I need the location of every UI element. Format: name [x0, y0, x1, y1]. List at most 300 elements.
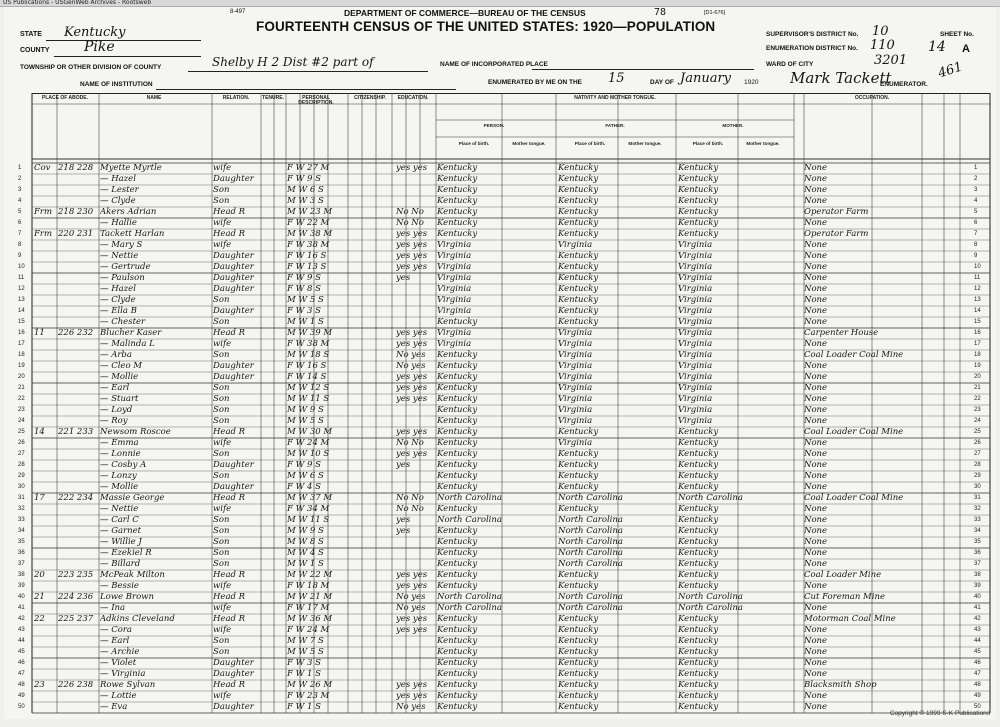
relation-cell: Son: [213, 548, 230, 558]
occupation-cell: None: [804, 581, 828, 591]
relation-cell: wife: [213, 625, 232, 635]
window-titlebar: [0, 0, 1000, 7]
mother-birthplace-cell: Kentucky: [678, 229, 719, 239]
mother-birthplace-cell: Virginia: [678, 383, 713, 393]
occupation-cell: None: [804, 218, 828, 228]
person-name: — Arba: [100, 350, 132, 360]
relation-cell: Daughter: [213, 174, 254, 184]
row-number-left: 6: [18, 220, 22, 226]
row-number-right: 3: [974, 187, 978, 193]
occupation-cell: None: [804, 251, 828, 261]
relation-cell: Son: [213, 185, 230, 195]
mother-birthplace-cell: Kentucky: [678, 449, 719, 459]
personal-cell: F W 38 M: [287, 339, 330, 349]
father-birthplace-cell: Kentucky: [558, 581, 599, 591]
occupation-cell: None: [804, 482, 828, 492]
row-number-left: 24: [18, 418, 25, 424]
occupation-cell: None: [804, 438, 828, 448]
mother-birthplace-cell: Virginia: [678, 240, 713, 250]
relation-cell: Daughter: [213, 460, 254, 470]
enumeration-value: 110: [870, 38, 895, 53]
father-birthplace-cell: Kentucky: [558, 647, 599, 657]
enumerated-year: 1920: [744, 79, 759, 86]
personal-cell: F W 9 S: [287, 273, 321, 283]
dwelling-cell: 11: [34, 328, 45, 338]
person-name: — Ezekiel R: [100, 548, 152, 558]
family-cell: 222 234: [58, 493, 94, 503]
row-number-right: 6: [974, 220, 978, 226]
mother-birthplace-cell: Virginia: [678, 416, 713, 426]
dwelling-cell: 14: [34, 427, 45, 437]
mother-birthplace-cell: Kentucky: [678, 570, 719, 580]
birthplace-cell: Kentucky: [437, 636, 478, 646]
row-number-right: 32: [974, 506, 981, 512]
row-number-left: 5: [18, 209, 22, 215]
row-number-right: 30: [974, 484, 981, 490]
row-number-left: 23: [18, 407, 25, 413]
occupation-cell: None: [804, 295, 828, 305]
relation-cell: Daughter: [213, 273, 254, 283]
relation-cell: Head R: [213, 328, 246, 338]
occupation-cell: Coal Loader Coal Mine: [804, 350, 904, 360]
birthplace-cell: Kentucky: [437, 460, 478, 470]
education-cell: yes yes: [396, 625, 428, 635]
personal-cell: F W 9 S: [287, 174, 321, 184]
personal-cell: M W 8 S: [287, 537, 324, 547]
birthplace-cell: Virginia: [437, 295, 472, 305]
birthplace-cell: Kentucky: [437, 372, 478, 382]
sheet-label: SHEET No.: [940, 31, 974, 38]
row-number-left: 49: [18, 693, 25, 699]
relation-cell: Head R: [213, 229, 246, 239]
father-birthplace-cell: Virginia: [558, 394, 593, 404]
personal-cell: F W 3 S: [287, 306, 321, 316]
occupation-cell: Coal Loader Mine: [804, 570, 882, 580]
father-birthplace-cell: Virginia: [558, 383, 593, 393]
occupation-cell: None: [804, 317, 828, 327]
birthplace-cell: Virginia: [437, 328, 472, 338]
row-number-right: 21: [974, 385, 981, 391]
mother-birthplace-cell: Kentucky: [678, 460, 719, 470]
occupation-cell: None: [804, 647, 828, 657]
row-number-right: 2: [974, 176, 978, 182]
birthplace-cell: Kentucky: [437, 647, 478, 657]
mother-birthplace-cell: Kentucky: [678, 526, 719, 536]
personal-cell: M W 5 S: [287, 416, 324, 426]
father-birthplace-cell: Virginia: [558, 328, 593, 338]
section-occupation: OCCUPATION.: [854, 95, 890, 101]
row-number-right: 19: [974, 363, 981, 369]
person-name: — Hazel: [100, 284, 136, 294]
birthplace-cell: Kentucky: [437, 570, 478, 580]
family-cell: 226 232: [58, 328, 94, 338]
personal-cell: F W 34 M: [287, 504, 330, 514]
mother-birthplace-cell: Virginia: [678, 262, 713, 272]
relation-cell: wife: [213, 504, 232, 514]
birthplace-cell: Kentucky: [437, 427, 478, 437]
birthplace-cell: Kentucky: [437, 691, 478, 701]
row-number-right: 14: [974, 308, 981, 314]
father-birthplace-cell: Kentucky: [558, 284, 599, 294]
father-birthplace-cell: Kentucky: [558, 636, 599, 646]
person-name: McPeak Milton: [100, 570, 165, 580]
education-cell: yes yes: [396, 581, 428, 591]
occupation-cell: None: [804, 702, 828, 712]
father-birthplace-cell: North Carolina: [558, 592, 623, 602]
birthplace-cell: Kentucky: [437, 196, 478, 206]
personal-cell: F W 38 M: [287, 240, 330, 250]
birthplace-cell: North Carolina: [437, 515, 502, 525]
row-number-left: 45: [18, 649, 25, 655]
subhead-father: FATHER.: [605, 123, 625, 128]
father-birthplace-cell: North Carolina: [558, 515, 623, 525]
education-cell: yes yes: [396, 262, 428, 272]
education-cell: yes yes: [396, 229, 428, 239]
row-number-right: 50: [974, 704, 981, 710]
relation-cell: Son: [213, 317, 230, 327]
row-number-left: 17: [18, 341, 25, 347]
father-birthplace-cell: North Carolina: [558, 493, 623, 503]
mother-birthplace-cell: North Carolina: [678, 603, 743, 613]
row-number-right: 42: [974, 616, 981, 622]
occupation-cell: Coal Loader Coal Mine: [804, 493, 904, 503]
relation-cell: Daughter: [213, 702, 254, 712]
mother-birthplace-cell: Virginia: [678, 295, 713, 305]
father-birthplace-cell: Kentucky: [558, 449, 599, 459]
father-birthplace-cell: Kentucky: [558, 207, 599, 217]
education-cell: No No: [396, 207, 424, 217]
row-number-left: 13: [18, 297, 25, 303]
row-number-right: 34: [974, 528, 981, 534]
person-name: — Cora: [100, 625, 132, 635]
row-number-right: 29: [974, 473, 981, 479]
person-name: Myette Myrtle: [100, 163, 162, 173]
row-number-left: 34: [18, 528, 25, 534]
relation-cell: Son: [213, 636, 230, 646]
relation-cell: Son: [213, 559, 230, 569]
personal-cell: M W 12 S: [287, 383, 330, 393]
occupation-cell: None: [804, 372, 828, 382]
birthplace-cell: Kentucky: [437, 416, 478, 426]
occupation-cell: None: [804, 559, 828, 569]
education-cell: yes yes: [396, 339, 428, 349]
row-number-right: 33: [974, 517, 981, 523]
row-number-right: 17: [974, 341, 981, 347]
birthplace-cell: Kentucky: [437, 317, 478, 327]
education-cell: No No: [396, 438, 424, 448]
relation-cell: Son: [213, 471, 230, 481]
enumerated-month: January: [680, 71, 732, 86]
occupation-cell: Carpenter House: [804, 328, 879, 338]
row-number-right: 39: [974, 583, 981, 589]
occupation-cell: None: [804, 163, 828, 173]
relation-cell: Daughter: [213, 306, 254, 316]
mother-birthplace-cell: Kentucky: [678, 614, 719, 624]
mother-birthplace-cell: Virginia: [678, 306, 713, 316]
occupation-cell: None: [804, 636, 828, 646]
section-tenure: TENURE.: [262, 95, 284, 101]
occupation-cell: None: [804, 504, 828, 514]
mother-birthplace-cell: Virginia: [678, 317, 713, 327]
row-number-left: 25: [18, 429, 25, 435]
education-cell: yes yes: [396, 251, 428, 261]
supervisor-label: SUPERVISOR'S DISTRICT No.: [766, 31, 859, 38]
row-number-right: 43: [974, 627, 981, 633]
father-birthplace-cell: Kentucky: [558, 427, 599, 437]
education-cell: yes yes: [396, 427, 428, 437]
mother-birthplace-cell: Kentucky: [678, 559, 719, 569]
personal-cell: F W 14 S: [287, 372, 327, 382]
family-cell: 218 228: [58, 163, 94, 173]
relation-cell: wife: [213, 218, 232, 228]
enumeration-label: ENUMERATION DISTRICT No.: [766, 45, 858, 52]
personal-cell: M W 10 S: [287, 449, 330, 459]
person-name: — Nettie: [100, 251, 139, 261]
copyright-notice: Copyright © 1999 S-K Publications: [889, 710, 990, 717]
row-number-right: 5: [974, 209, 978, 215]
personal-cell: M W 5 S: [287, 647, 324, 657]
occupation-cell: None: [804, 306, 828, 316]
personal-cell: M W 4 S: [287, 548, 324, 558]
mother-birthplace-cell: Kentucky: [678, 482, 719, 492]
mother-birthplace-cell: Kentucky: [678, 691, 719, 701]
occupation-cell: Cut Foreman Mine: [804, 592, 885, 602]
personal-cell: F W 16 S: [287, 251, 327, 261]
education-cell: yes yes: [396, 680, 428, 690]
education-cell: yes yes: [396, 328, 428, 338]
row-number-right: 38: [974, 572, 981, 578]
mother-birthplace-cell: Virginia: [678, 251, 713, 261]
birthplace-cell: Kentucky: [437, 394, 478, 404]
row-number-right: 49: [974, 693, 981, 699]
father-birthplace-cell: Virginia: [558, 350, 593, 360]
row-number-left: 8: [18, 242, 22, 248]
education-cell: yes: [396, 460, 411, 470]
birthplace-cell: Kentucky: [437, 163, 478, 173]
row-number-left: 20: [18, 374, 25, 380]
occupation-cell: None: [804, 383, 828, 393]
enumerated-day: 15: [608, 71, 625, 86]
family-cell: 226 238: [58, 680, 94, 690]
township-value: Shelby H 2 Dist #2 part of: [212, 55, 374, 69]
sheet-letter: A: [962, 43, 970, 55]
father-birthplace-cell: Kentucky: [558, 229, 599, 239]
father-birthplace-cell: Kentucky: [558, 218, 599, 228]
personal-cell: M W 39 M: [287, 328, 333, 338]
relation-cell: Son: [213, 449, 230, 459]
father-birthplace-cell: North Carolina: [558, 537, 623, 547]
family-cell: 221 233: [58, 427, 94, 437]
personal-cell: M W 5 S: [287, 295, 324, 305]
personal-cell: M W 3 S: [287, 196, 324, 206]
personal-cell: M W 37 M: [287, 493, 333, 503]
row-number-left: 9: [18, 253, 22, 259]
person-name: — Cleo M: [100, 361, 142, 371]
row-number-right: 11: [974, 275, 981, 281]
row-number-right: 47: [974, 671, 981, 677]
row-number-right: 45: [974, 649, 981, 655]
relation-cell: Daughter: [213, 669, 254, 679]
mother-birthplace-cell: Virginia: [678, 339, 713, 349]
dwelling-cell: 22: [34, 614, 45, 624]
person-name: — Mollie: [100, 482, 139, 492]
mother-birthplace-cell: Kentucky: [678, 504, 719, 514]
person-name: — Clyde: [100, 295, 136, 305]
mother-birthplace-cell: Kentucky: [678, 636, 719, 646]
person-name: — Hallie: [100, 218, 137, 228]
person-name: Adkins Cleveland: [100, 614, 175, 624]
birthplace-cell: Virginia: [437, 284, 472, 294]
family-cell: 220 231: [58, 229, 94, 239]
mother-birthplace-cell: Kentucky: [678, 658, 719, 668]
row-number-right: 20: [974, 374, 981, 380]
father-birthplace-cell: Kentucky: [558, 185, 599, 195]
row-number-left: 27: [18, 451, 25, 457]
relation-cell: Daughter: [213, 284, 254, 294]
education-cell: yes yes: [396, 449, 428, 459]
row-number-left: 12: [18, 286, 25, 292]
occupation-cell: None: [804, 284, 828, 294]
day-of-label: DAY OF: [650, 79, 674, 86]
birthplace-cell: Kentucky: [437, 537, 478, 547]
occupation-cell: None: [804, 537, 828, 547]
education-cell: yes yes: [396, 570, 428, 580]
row-number-right: 40: [974, 594, 981, 600]
relation-cell: wife: [213, 603, 232, 613]
supervisor-value: 10: [872, 24, 889, 39]
row-number-right: 37: [974, 561, 981, 567]
department-heading: DEPARTMENT OF COMMERCE—BUREAU OF THE CENSUS: [344, 8, 586, 18]
relation-cell: Daughter: [213, 262, 254, 272]
mother-birthplace-cell: Kentucky: [678, 680, 719, 690]
education-cell: yes: [396, 526, 411, 536]
father-birthplace-cell: Kentucky: [558, 570, 599, 580]
mother-birthplace-cell: Kentucky: [678, 647, 719, 657]
father-birthplace-cell: North Carolina: [558, 603, 623, 613]
person-name: — Eva: [100, 702, 128, 712]
sheet-value: 14: [928, 39, 946, 55]
row-number-left: 3: [18, 187, 22, 193]
personal-cell: F W 4 S: [287, 482, 321, 492]
occupation-cell: None: [804, 361, 828, 371]
person-name: — Willie J: [100, 537, 142, 547]
personal-cell: M W 1 S: [287, 317, 324, 327]
occupation-cell: None: [804, 240, 828, 250]
occupation-cell: None: [804, 416, 828, 426]
relation-cell: Son: [213, 647, 230, 657]
father-birthplace-cell: Kentucky: [558, 163, 599, 173]
row-number-left: 11: [18, 275, 25, 281]
row-number-left: 37: [18, 561, 25, 567]
occupation-cell: None: [804, 625, 828, 635]
personal-cell: M W 9 S: [287, 405, 324, 415]
stamp-number: 78: [654, 7, 667, 18]
occupation-cell: None: [804, 449, 828, 459]
relation-cell: Son: [213, 515, 230, 525]
father-birthplace-cell: Kentucky: [558, 174, 599, 184]
education-cell: No yes: [396, 361, 426, 371]
subhead-person-birth: Place of birth.: [458, 141, 490, 146]
birthplace-cell: Virginia: [437, 240, 472, 250]
row-number-left: 18: [18, 352, 25, 358]
person-name: — Roy: [100, 416, 128, 426]
person-name: — Earl: [100, 383, 130, 393]
birthplace-cell: Virginia: [437, 306, 472, 316]
father-birthplace-cell: Kentucky: [558, 482, 599, 492]
row-number-left: 41: [18, 605, 25, 611]
row-number-right: 46: [974, 660, 981, 666]
row-number-left: 36: [18, 550, 25, 556]
person-name: — Bessie: [100, 581, 139, 591]
birthplace-cell: Kentucky: [437, 658, 478, 668]
occupation-cell: None: [804, 394, 828, 404]
occupation-cell: None: [804, 339, 828, 349]
personal-cell: F W 13 S: [287, 262, 327, 272]
row-number-right: 48: [974, 682, 981, 688]
relation-cell: Daughter: [213, 658, 254, 668]
relation-cell: wife: [213, 691, 232, 701]
personal-cell: F W 8 S: [287, 284, 321, 294]
father-birthplace-cell: North Carolina: [558, 526, 623, 536]
row-number-left: 10: [18, 264, 25, 270]
occupation-cell: Blacksmith Shop: [804, 680, 877, 690]
institution-label: NAME OF INSTITUTION: [80, 81, 153, 88]
birthplace-cell: Kentucky: [437, 680, 478, 690]
row-number-right: 44: [974, 638, 981, 644]
personal-cell: M W 18 S: [287, 350, 330, 360]
education-cell: yes yes: [396, 372, 428, 382]
occupation-cell: None: [804, 526, 828, 536]
subhead-mother: MOTHER.: [722, 123, 744, 128]
birthplace-cell: Virginia: [437, 251, 472, 261]
birthplace-cell: Kentucky: [437, 559, 478, 569]
relation-cell: Head R: [213, 570, 246, 580]
mother-birthplace-cell: Kentucky: [678, 625, 719, 635]
person-name: — Lonzy: [100, 471, 137, 481]
personal-cell: F W 23 M: [287, 691, 330, 701]
family-cell: 218 230: [58, 207, 94, 217]
mother-birthplace-cell: Kentucky: [678, 438, 719, 448]
mother-birthplace-cell: Kentucky: [678, 185, 719, 195]
relation-cell: Son: [213, 295, 230, 305]
personal-cell: M W 26 M: [287, 680, 333, 690]
row-number-left: 19: [18, 363, 25, 369]
row-number-right: 15: [974, 319, 981, 325]
relation-cell: Son: [213, 196, 230, 206]
person-name: Massie George: [100, 493, 165, 503]
person-name: — Emma: [100, 438, 139, 448]
personal-cell: M W 11 S: [287, 515, 330, 525]
ward-label: WARD OF CITY: [766, 61, 814, 68]
row-number-left: 35: [18, 539, 25, 545]
row-number-right: 25: [974, 429, 981, 435]
mother-birthplace-cell: Virginia: [678, 361, 713, 371]
birthplace-cell: Virginia: [437, 273, 472, 283]
birthplace-cell: Kentucky: [437, 207, 478, 217]
row-number-left: 43: [18, 627, 25, 633]
birthplace-cell: Kentucky: [437, 438, 478, 448]
row-number-left: 46: [18, 660, 25, 666]
state-value: Kentucky: [64, 25, 126, 40]
person-name: Blucher Kaser: [100, 328, 162, 338]
occupation-cell: None: [804, 658, 828, 668]
occupation-cell: None: [804, 548, 828, 558]
person-name: — Lonnie: [100, 449, 141, 459]
birthplace-cell: North Carolina: [437, 493, 502, 503]
father-birthplace-cell: Kentucky: [558, 680, 599, 690]
relation-cell: Son: [213, 383, 230, 393]
relation-cell: Daughter: [213, 482, 254, 492]
